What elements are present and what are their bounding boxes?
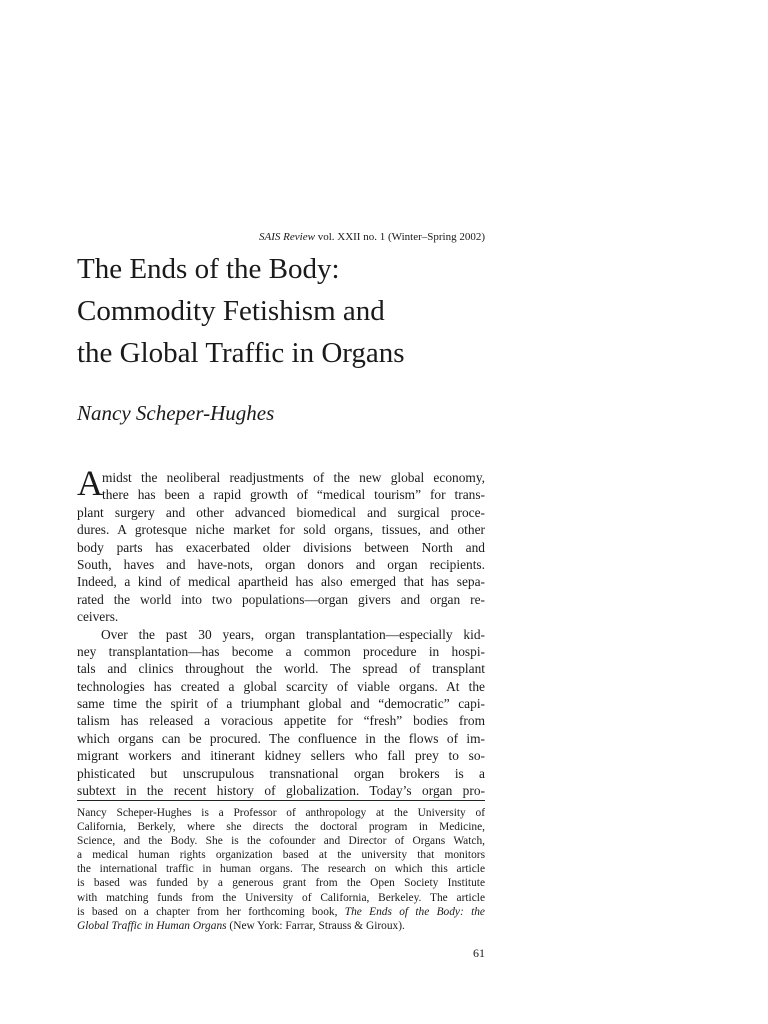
text-line: same time the spirit of a triumphant global and “democratic” capi-	[77, 696, 485, 712]
journal-citation	[259, 230, 485, 244]
paragraph-2	[77, 626, 485, 800]
page-number: 61	[473, 946, 485, 960]
text-line: there has been a rapid growth of “medical tourism” for trans-	[102, 487, 485, 503]
footnote-line: the international traffic in human organs. The research on which this article	[77, 863, 485, 876]
journal-name: SAIS Review	[259, 231, 315, 243]
author-footnote	[77, 806, 485, 933]
text-line: phisticated but unscrupulous transnational organ brokers is a	[77, 765, 485, 781]
footnote-line: a medical human rights organization based at the university that monitors	[77, 849, 485, 862]
footnote-line: California, Berkely, where she directs the doctoral program in Medicine,	[77, 821, 485, 834]
book-title: Global Traffic in Human Organs	[77, 919, 227, 932]
text-line: which organs can be procured. The confluence in the flows of im-	[77, 730, 485, 746]
title-line: Commodity Fetishism and	[77, 295, 385, 327]
page	[77, 0, 485, 1024]
text-line: body parts has exacerbated older divisions between North and	[77, 539, 485, 555]
footnote-text: (New York: Farrar, Strauss & Giroux).	[226, 919, 405, 932]
text-line: midst the neoliberal readjustments of the new global economy,	[102, 470, 485, 485]
footnote-line: Nancy Scheper-Hughes is a Professor of anthropology at the University of	[77, 807, 485, 819]
footnote-divider	[77, 800, 485, 801]
footnote-line: Science, and the Body. She is the cofounder and Director of Organs Watch,	[77, 835, 485, 848]
journal-issue: vol. XXII no. 1 (Winter–Spring 2002)	[317, 231, 485, 243]
paragraph-1	[77, 463, 485, 626]
drop-cap: A	[77, 463, 103, 503]
footnote-text: is based on a chapter from her forthcoming book,	[77, 905, 345, 918]
title-line: the Global Traffic in Organs	[77, 337, 405, 369]
book-title: The Ends of the Body: the	[344, 905, 485, 918]
text-line: talism has released a voracious appetite for “fresh” bodies from	[77, 713, 485, 729]
footnote-line: with matching funds from the University of California, Berkeley. The article	[77, 891, 485, 904]
article-title	[77, 248, 485, 374]
text-line: subtext in the recent history of globalization. Today’s organ pro-	[77, 783, 485, 799]
text-line: dures. A grotesque niche market for sold organs, tissues, and other	[77, 522, 485, 538]
footnote-line: is based was funded by a generous grant from the Open Society Institute	[77, 877, 485, 890]
text-line: rated the world into two populations—organ givers and organ re-	[77, 591, 485, 607]
text-line: plant surgery and other advanced biomedical and surgical proce-	[77, 504, 485, 520]
title-line: The Ends of the Body:	[77, 253, 340, 285]
text-line: Over the past 30 years, organ transplantation—especially kid-	[101, 626, 485, 642]
text-line: technologies has created a global scarcity of viable organs. At the	[77, 678, 485, 694]
article-body	[77, 463, 485, 799]
text-line: ceivers.	[77, 609, 119, 625]
footnote-line	[77, 919, 485, 933]
text-line: migrant workers and itinerant kidney sellers who fall prey to so-	[77, 748, 485, 764]
text-line: Indeed, a kind of medical apartheid has also emerged that has sepa-	[77, 574, 485, 590]
author-name: Nancy Scheper-Hughes	[77, 401, 275, 425]
text-line: tals and clinics throughout the world. The spread of transplant	[77, 661, 485, 677]
footnote-line	[77, 905, 485, 919]
text-line: ney transplantation—has become a common procedure in hospi-	[77, 643, 485, 659]
text-line: South, haves and have-nots, organ donors and organ recipients.	[77, 556, 485, 572]
